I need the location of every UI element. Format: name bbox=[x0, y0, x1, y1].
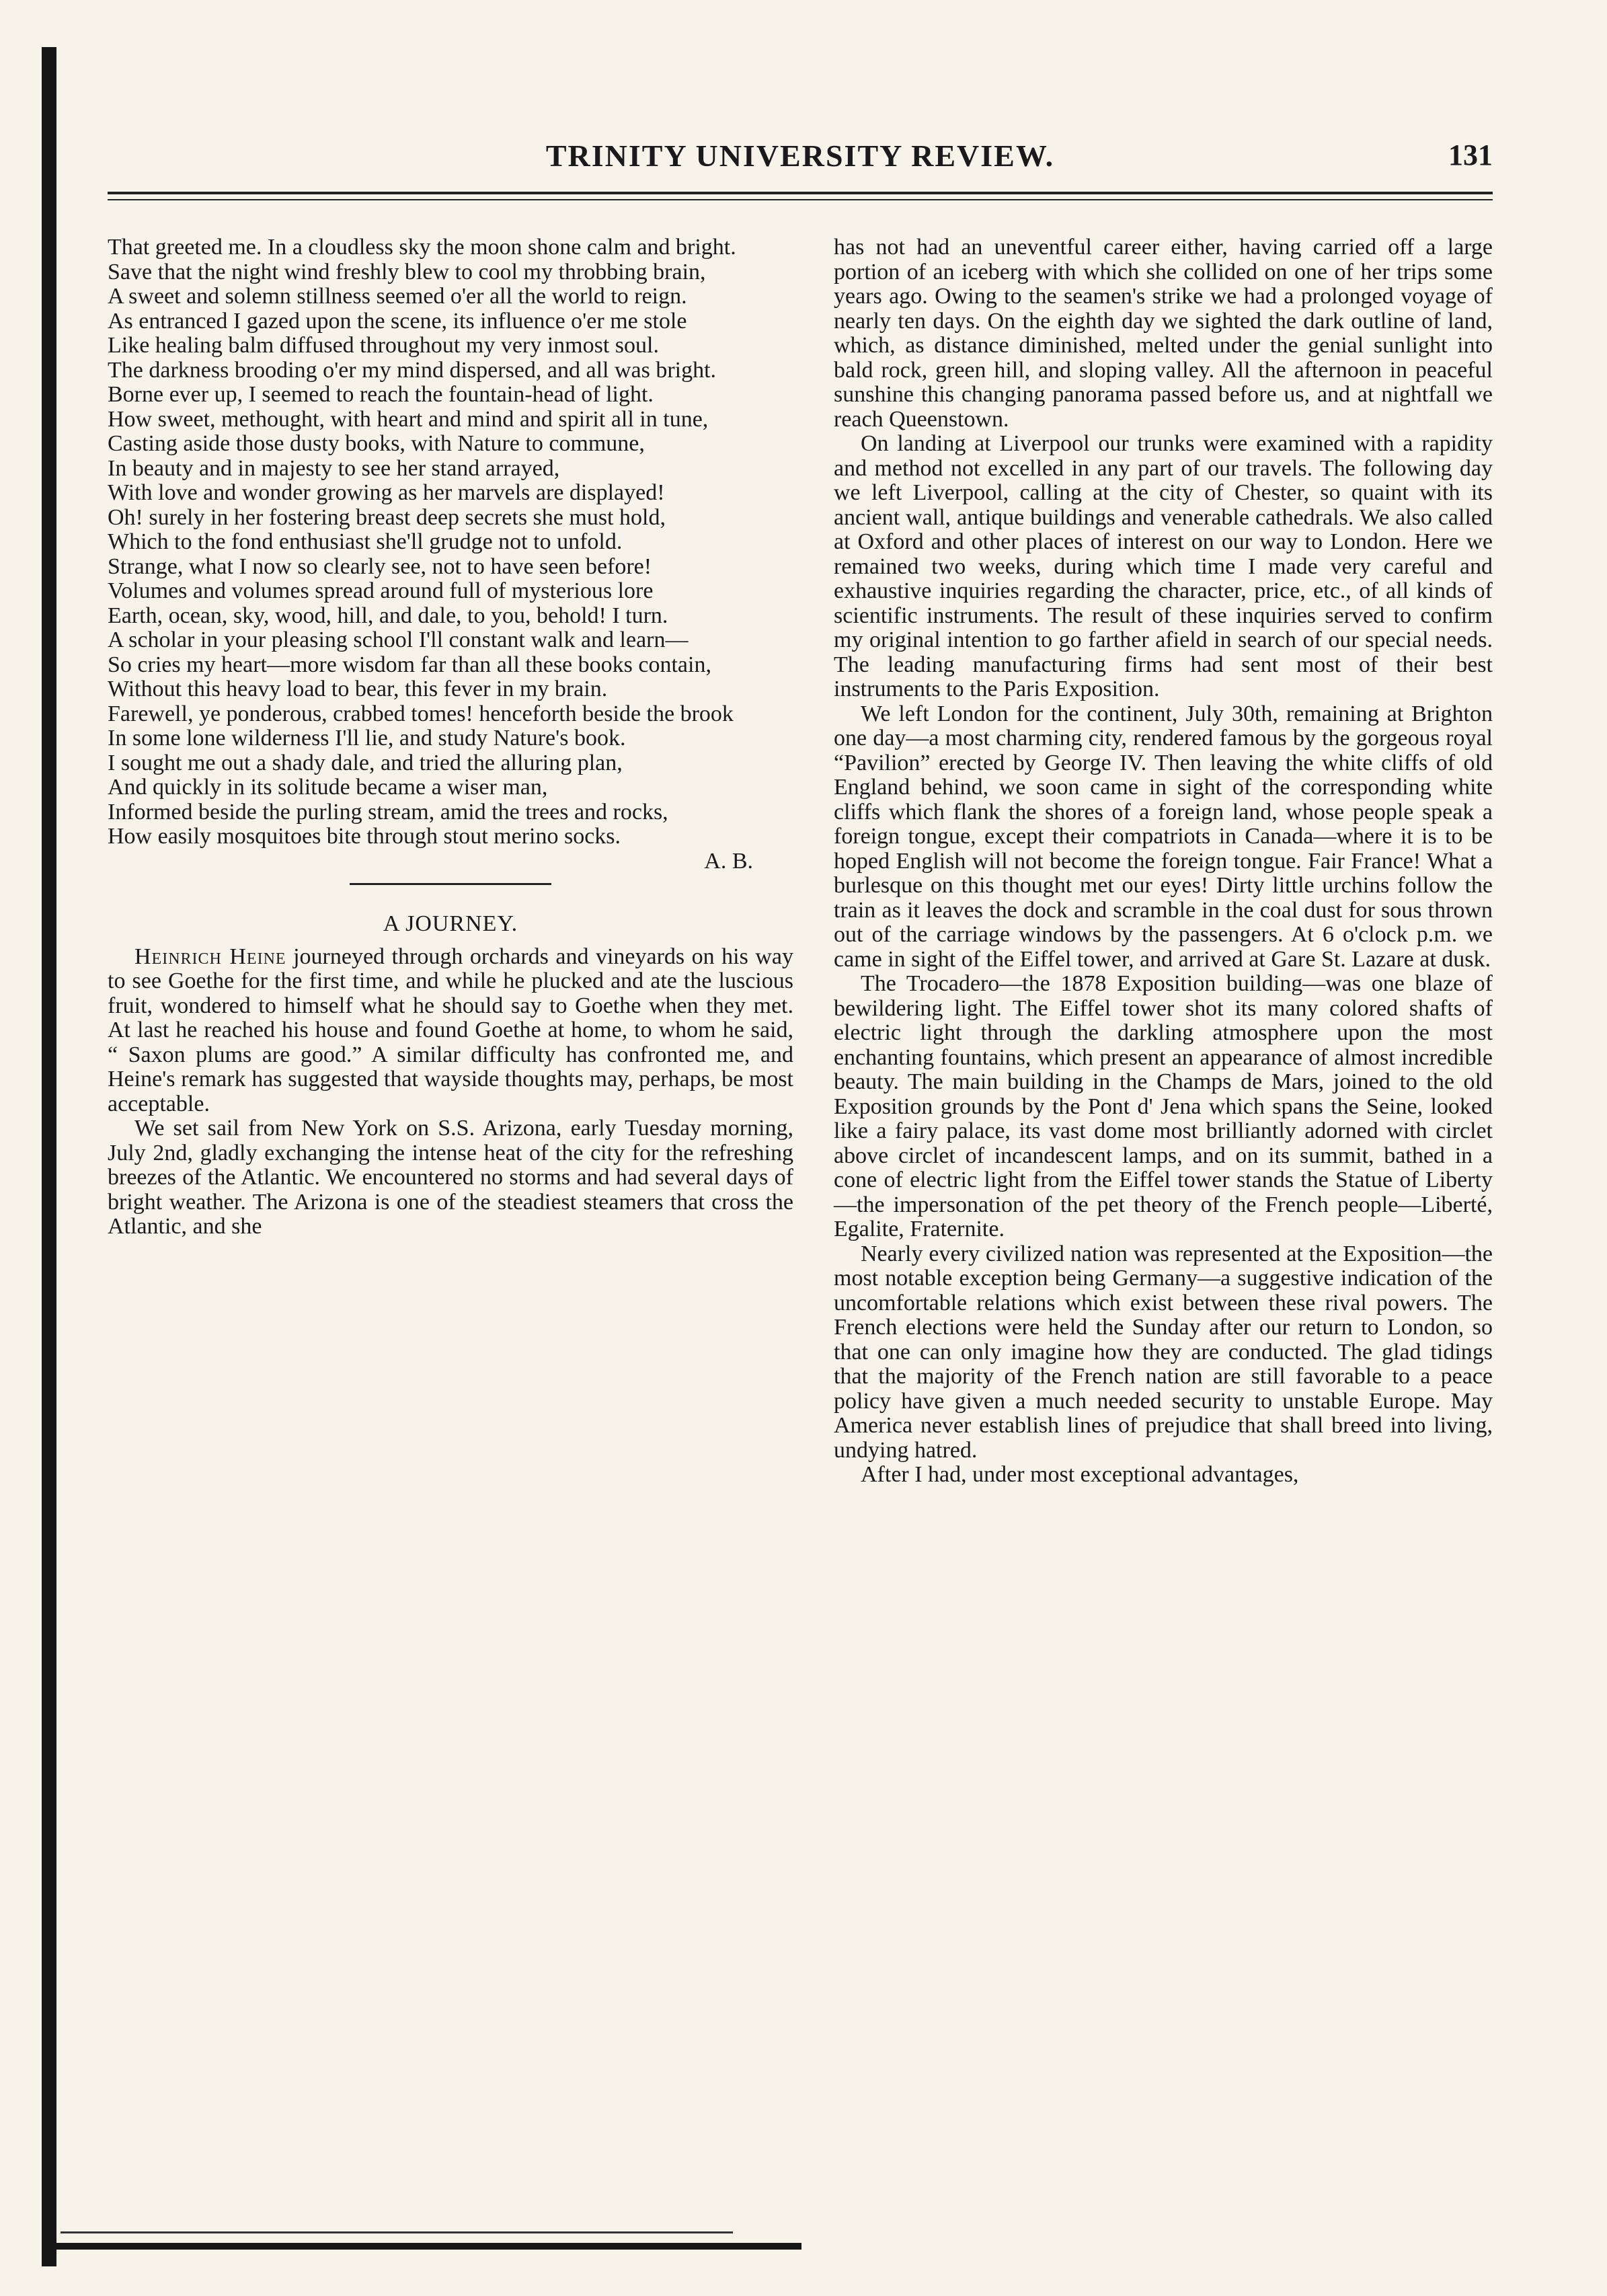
page-header bbox=[108, 138, 1493, 185]
poem-line: Which to the fond enthusiast she'll grudge not to unfold. bbox=[108, 529, 623, 554]
poem-line: Informed beside the purling stream, amid the trees and rocks, bbox=[108, 799, 668, 825]
poem-line: So cries my heart—more wisdom far than all these books contain, bbox=[108, 652, 711, 677]
poem-line: In some lone wilderness I'll lie, and study Nature's book. bbox=[108, 726, 626, 751]
article-paragraph bbox=[108, 945, 793, 1117]
poem-line: A sweet and solemn stillness seemed o'er all the world to reign. bbox=[108, 284, 687, 309]
poem-line: Earth, ocean, sky, wood, hill, and dale, to you, behold! I turn. bbox=[108, 603, 668, 628]
binding-foot-rule-thin bbox=[61, 2231, 733, 2233]
lead-smallcaps: Heinrich Heine bbox=[134, 944, 286, 969]
poem-line: A scholar in your pleasing school I'll constant walk and learn— bbox=[108, 627, 689, 652]
poem-line: That greeted me. In a cloudless sky the moon shone calm and bright. bbox=[108, 235, 736, 260]
article-paragraph: We left London for the continent, July 30th, remaining at Brighton one day—a most charming city, rendered famous by the gorgeous royal “Pavilion” erected by George IV. Then leaving the white cliffs of old England behind, we soon came in sight of the corresponding white cliffs which flank the shores of a foreign land, whose people speak a foreign tongue, except their compatriots in Canada—where it is to be hoped English will not become the foreign tongue. Fair France! What a burlesque on this thought met our eyes! Dirty little urchins follow the train as it leaves the dock and scramble in the coal dust for sous thrown out of the carriage windows by the passengers. At 6 o'clock p.m. we came in sight of the Eiffel tower, and arrived at Gare St. Lazare at dusk. bbox=[834, 701, 1493, 972]
poem-signature: A. B. bbox=[704, 848, 753, 874]
section-divider bbox=[350, 883, 551, 885]
poem-line: Farewell, ye ponderous, crabbed tomes! henceforth beside the brook bbox=[108, 701, 734, 726]
header-rule bbox=[108, 192, 1493, 194]
article-paragraph: The Trocadero—the 1878 Exposition building—was one blaze of bewildering light. The Eiffel tower shot its many colored shafts of electric light through the darkling atmosphere upon the most enchanting fountains, which present an appearance of almost incredible beauty. The main building in the Champs de Mars, joined to the old Exposition grounds by the Pont d' Jena which spans the Seine, looked like a fairy palace, its vast dome most brilliantly adorned with circlet above circlet of incandescent lamps, and on its summit, bathed in a cone of electric light from the Eiffel tower stands the Statue of Liberty—the impersonation of the pet theory of the French people—Liberté, Egalite, Fraternite. bbox=[834, 971, 1493, 1241]
article-paragraph: We set sail from New York on S.S. Arizona, early Tuesday morning, July 2nd, gladly exchanging the intense heat of the city for the refreshing breezes of the Atlantic. We encountered no storms and had several days of bright weather. The Arizona is one of the steadiest steamers that cross the Atlantic, and she bbox=[108, 1116, 793, 1239]
header-rule-thin bbox=[108, 199, 1493, 200]
poem-line: Casting aside those dusty books, with Nature to commune, bbox=[108, 431, 645, 456]
article-paragraph-continued: has not had an uneventful career either, having carried off a large portion of an iceberg with which she collided on one of her trips some years ago. Owing to the seamen's strike we had a prolonged voyage of nearly ten days. On the eighth day we sighted the dark outline of land, which, as distance diminished, melted under the genial sunlight into bald rock, green hill, and sloping valley. All the afternoon in peaceful sunshine this changing panorama passed before us, and at nightfall we reach Queenstown. bbox=[834, 235, 1493, 432]
article-paragraph: On landing at Liverpool our trunks were examined with a rapidity and method not excelled in any part of our travels. The following day we left Liverpool, calling at the city of Chester, so quaint with its ancient wall, antique buildings and venerable cathedrals. We also called at Oxford and other places of interest on our way to London. Here we remained two weeks, during which time I made very careful and exhaustive inquiries regarding the character, price, etc., of all kinds of scientific instruments. The result of these inquiries served to confirm my original intention to go farther afield in search of our special needs. The leading manufacturing firms had sent most of their best instruments to the Paris Exposition. bbox=[834, 431, 1493, 701]
poem-line: Borne ever up, I seemed to reach the fountain-head of light. bbox=[108, 382, 654, 407]
poem-line: And quickly in its solitude became a wiser man, bbox=[108, 775, 548, 800]
poem-line: Volumes and volumes spread around full of mysterious lore bbox=[108, 578, 654, 603]
binding-edge bbox=[42, 47, 56, 2266]
poem-line: Like healing balm diffused throughout my very inmost soul. bbox=[108, 333, 659, 358]
page-number: 131 bbox=[1448, 139, 1493, 171]
poem-line: In beauty and in majesty to see her stand arrayed, bbox=[108, 455, 560, 481]
poem-line: How sweet, methought, with heart and mind and spirit all in tune, bbox=[108, 406, 709, 432]
left-column bbox=[108, 235, 793, 1239]
poem-line: With love and wonder growing as her marvels are displayed! bbox=[108, 480, 665, 505]
article-title: A JOURNEY. bbox=[383, 911, 518, 936]
article-paragraph: Nearly every civilized nation was represented at the Exposition—the most notable exception being Germany—a suggestive indication of the uncomfortable relations which exist between these rival powers. The French elections were held the Sunday after our return to London, so that one can only imagine how they are conducted. The glad tidings that the majority of the French nation are still favorable to a peace policy have given a much needed security to unstable Europe. May America never establish lines of prejudice that shall breed into living, undying hatred. bbox=[834, 1241, 1493, 1463]
poem-line: Save that the night wind freshly blew to cool my throbbing brain, bbox=[108, 259, 706, 284]
poem-line: As entranced I gazed upon the scene, its influence o'er me stole bbox=[108, 308, 687, 334]
right-column bbox=[834, 235, 1493, 1488]
poem bbox=[108, 235, 793, 874]
poem-line: Oh! surely in her fostering breast deep secrets she must hold, bbox=[108, 504, 666, 530]
paragraph-text: journeyed through orchards and vineyards on his way to see Goethe for the first time, and while he plucked and ate the luscious fruit, wondered to himself what he should say to Goethe when they met. At last he reached his house and found Goethe at home, to whom he said, “ Saxon plums are good.” A similar difficulty has confronted me, and Heine's remark has suggested that wayside thoughts may, perhaps, be most acceptable. bbox=[108, 944, 794, 1116]
poem-signature-row bbox=[108, 849, 793, 874]
poem-line: Strange, what I now so clearly see, not to have seen before! bbox=[108, 553, 652, 579]
running-title: TRINITY UNIVERSITY REVIEW. bbox=[545, 139, 1055, 173]
article-paragraph: After I had, under most exceptional advantages, bbox=[861, 1462, 1299, 1487]
binding-foot-rule bbox=[42, 2243, 801, 2250]
poem-last-line: How easily mosquitoes bite through stout merino socks. bbox=[108, 824, 621, 849]
poem-line: Without this heavy load to bear, this fever in my brain. bbox=[108, 677, 608, 701]
poem-line: The darkness brooding o'er my mind dispersed, and all was bright. bbox=[108, 357, 717, 383]
poem-line: I sought me out a shady dale, and tried the alluring plan, bbox=[108, 750, 623, 775]
